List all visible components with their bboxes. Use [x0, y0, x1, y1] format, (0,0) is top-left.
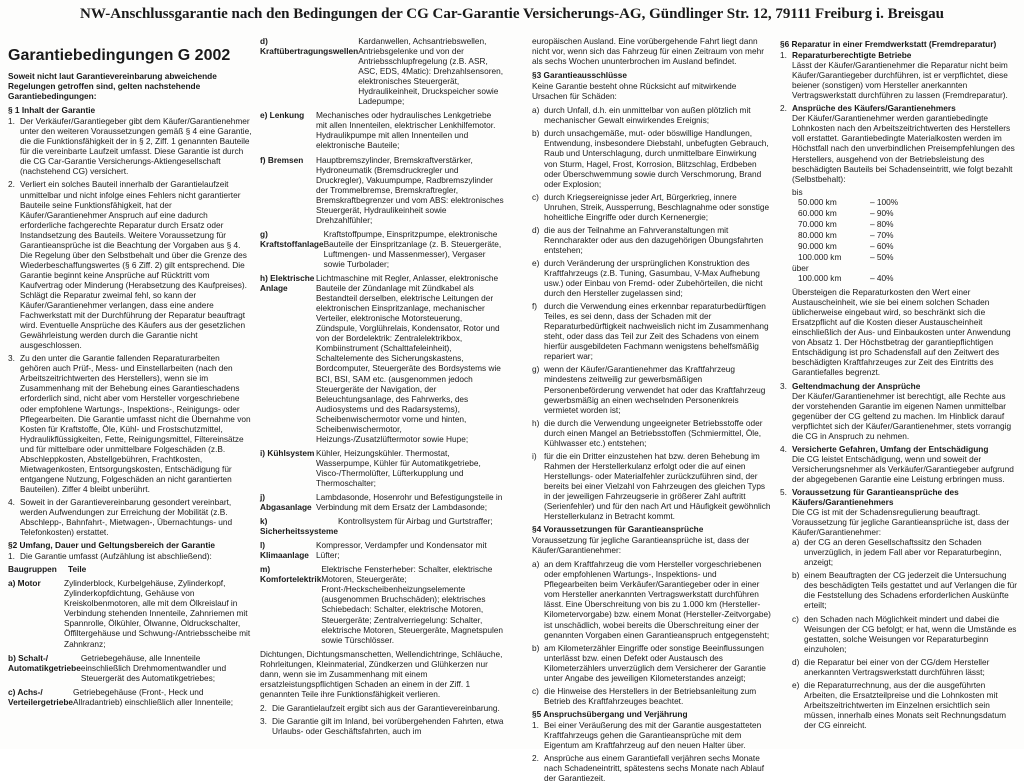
column-1: [8, 36, 252, 749]
part-group: d) Kraftübertragungswellen: [260, 36, 359, 57]
section-5-list: [532, 720, 772, 783]
part-items: Elektrische Fensterheber: Schalter, elektrische Motoren, Steuergeräte; Front-/Heckscheibenheizungselemente (ausgenommen Bruchschäden); elektrisches Schiebedach: Schalter, elektrische Motoren, Steuergeräte; Zentralverriegelung: Schalter, elektrische Motoren, Steuergeräte, Magnetspulen sowie Türschlösser.: [321, 564, 504, 645]
section-6-3: 3. Geltendmachung der Ansprüche Der Käufer/Garantienehmer ist berechtigt, alle Rechte aus der vorstehenden Garantie im eigenen Namen unmittelbar gegenüber der CG geltend zu machen. Im Hinblick darauf verpflichtet sich der Käufer/Garantienehmer, stets vorrangig die CG in Anspruch zu nehmen.: [780, 380, 1012, 441]
section-2-heading: §2 Umfang, Dauer und Geltungsbereich der Garantie: [8, 540, 216, 551]
rates-bis-label: bis: [792, 186, 803, 197]
item-number: i): [532, 450, 537, 461]
part-group: g) Kraftstoffanlage: [260, 228, 324, 249]
section-4-intro: Voraussetzung für jegliche Garantieansprüche ist, dass der Käufer/Garantienehmer:: [532, 535, 750, 556]
section-1-list: [8, 116, 252, 537]
item-text: Die Garantie gilt im Inland, bei vorübergehenden Fahrten, etwa Urlaubs- oder Geschäftsfahrten, auch im: [272, 715, 504, 736]
section-6-2-text: Der Käufer/Garantienehmer werden garantiebedingte Lohnkosten nach den Arbeitszeitrichtwerten des Herstellers voll erstattet. Garantiebedingte Materialkosten werden im Höchstfall nach den unverbindlichen Preisempfehlungen des Herstellers, ausgehend von der Betriebsleistung des beschädigten Bauteils bei Schadenseintritt, wie folgt bezahlt (Selbstbehalt):: [792, 113, 1015, 184]
section-2-list: [260, 703, 504, 736]
section-6-5: 5. Voraussetzung für Garantieansprüche des Käufers/Garantienehmers Die CG ist mit der Schadensregulierung beauftragt. Voraussetzung für jegliche Garantieansprüche ist, dass der Käufer/Garantienehmer: a) der CG an deren Gesellschaftssitz den Schaden unverzüglich, in jedem Fall aber vor Reparaturbeginn, anzeigt; b) einem Beauftragten der CG jederzeit die Untersuchung des beschädigten Teils gestattet und auf Verlangen die für die Feststellung des Schadens erforderlichen Auskünfte erteilt; c) den Schaden nach Möglichkeit mindert und dabei die Weisungen der CG befolgt; er hat, wenn die Umstände es gestatten, solche Weisungen vor Reparaturbeginn einzuholen; d) die Reparatur bei einer von der CG/dem Hersteller anerkannten Vertragswerkstatt durchführen lässt; e) die Reparaturrechnung, aus der die ausgeführten Arbeiten, die Ersatzteilpreise und die Lohnkosten mit Arbeitszeitrichtwerten im Einzelnen ersichtlich sein müssen, innerhalb eines Monats seit Rechnungsdatum der CG einreicht.: [780, 486, 1017, 730]
item-text: einem Beauftragten der CG jederzeit die Untersuchung des beschädigten Teils gestattet und auf Verlangen die für die Feststellung des Schadens erforderlichen Auskünfte erteilt;: [804, 570, 1017, 611]
item-number: e): [792, 679, 800, 690]
part-items: Kompressor, Verdampfer und Kondensator mit Lüfter;: [316, 540, 487, 561]
rate-km: 50.000 km: [798, 196, 837, 207]
deductible-rates: [792, 187, 1018, 283]
item-number: 2.: [8, 179, 15, 190]
rates-list: [792, 197, 1018, 262]
item-text: durch Veränderung der ursprünglichen Konstruktion des Kraftfahrzeugs (z.B. Tuning, Gasumbau, V-Max Aufhebung usw.) oder Einbau von Fremd- oder Zubehörteilen, die nicht durch den Hersteller zugelassen sind;: [544, 257, 763, 299]
rate-percent: – 90%: [870, 207, 894, 218]
item-text: an dem Kraftfahrzeug die vom Hersteller vorgeschriebenen oder empfohlenen Wartungs-, Inspektions- und Pflegearbeiten beim Verkäufer/Garantiegeber oder in einer vom Hersteller anerkannten Vertragswerkstatt durchführen lässt. Eine Überschreitung von bis zu 1.000 km (Hersteller-Kilometervorgabe) bzw. einem Monat (Hersteller-Zeitvorgabe) ist unschädlich, wobei bereits die Überschreitung einer der genannten Vorgaben einen Garantieanspruch entgegensteht;: [544, 559, 771, 640]
item-text: am Kilometerzähler Eingriffe oder sonstige Beeinflussungen unterlässt bzw. einen Defekt oder Austausch des Kilometerzählers unverzüglich dem Versicherer der Garantie unter Angabe des jeweiligen Kilometerstandes anzeigt;: [544, 642, 766, 683]
rate-row: [798, 197, 918, 207]
section-6-1-text: Lässt der Käufer/Garantienehmer die Reparatur nicht beim Käufer/Garantiegeber durchführen, ist er verpflichtet, diese beiener (sonstigen) vom Hersteller anerkannten Vertragswerkstatt durchführen zu lassen (Fremdreparatur).: [792, 60, 1008, 101]
item-number: f): [532, 301, 538, 312]
item-number: c): [532, 191, 539, 202]
item-number: a): [792, 537, 800, 548]
item-number: d): [792, 656, 800, 667]
list-item: [532, 559, 772, 639]
section-1-heading: § 1 Inhalt der Garantie: [8, 105, 96, 116]
item-text: durch die Verwendung eines erkennbar reparaturbedürftigen Teiles, es sei denn, dass der Schaden mit der Reparaturbedürftigkeit nachweislich nicht im Zusammenhang steht, oder dass das Teil zur Zeit des Schadens von einem hierfür ausgebildeten Fachmann wenigstens behelfsmäßig repariert war;: [544, 301, 769, 362]
section-6-1-heading: Reparaturberechtigte Betriebe: [792, 50, 912, 61]
list-item: [532, 301, 772, 361]
rate-percent: – 70%: [870, 229, 894, 240]
parts-row: [260, 564, 504, 644]
item-number: 1.: [8, 116, 15, 127]
parts-list-2: [260, 36, 504, 645]
column-2: [260, 36, 504, 749]
parts-row: [260, 540, 504, 560]
item-text: Verliert ein solches Bauteil innerhalb der Garantielaufzeit unmittelbar und nicht infolge eines Fehlers nicht garantierter Bauteile seine Funktionsfähigkeit, hat der Käufer/Garantienehmer Anspruch auf eine dadurch erforderliche fachgerechte Reparatur durch Ersatz oder Instandsetzung des Bauteils. Weitere Voraussetzung für Garantieansprüche ist die Beachtung der Vorgaben aus § 4. Die Regelung über den Selbstbehalt und über die Grenze des Wiederbeschaffungswertes (§ 6 Ziff. 2) gilt entsprechend. Die Garantie beginnt keine Ansprüche auf Rücktritt vom Kaufvertrag oder Minderung (Herabsetzung des Kaufpreises). Schlägt die Reparatur zweimal fehl, so kann der Käufer/Garantienehmer verlangen, dass eine andere Fachwerkstatt mit der Durchführung der Reparatur beauftragt wird. Eventuelle Ansprüche des Käufers aus der gesetzlichen Gewährleistung werden durch die Garantie nicht ausgeschlossen.: [20, 179, 247, 351]
section-6-4: 4. Versicherte Gefahren, Umfang der Entschädigung Die CG leistet Entschädigung, wenn und soweit der Versicherungsnehmer als Verkäufer/Garantiegeber aufgrund der abgegebenen Garantie eine Leistung erbringen muss.: [780, 443, 1014, 484]
parts-row: [260, 155, 504, 225]
list-item: [532, 720, 772, 750]
item-text: für die ein Dritter einzustehen hat bzw. deren Behebung im Rahmen der Herstellerkulanz erfolgt oder die auf einen Herstellungs- oder Materialfehler zurückzuführen sind, der bereits bei einer Vielzahl von Fahrzeugen des gleichen Typs in der jeweiligen Fahrzeugserie in größerer Zahl auftritt (Serienfehler) und für den nach Art und Häufigkeit gewöhnlich Herstellerkulanz in Betracht kommt.: [544, 450, 771, 522]
item-text: die Reparatur bei einer von der CG/dem Hersteller anerkannten Vertragswerkstatt durchführen lässt;: [804, 656, 990, 677]
section-2-item-1: 1. Die Garantie umfasst (Aufzählung ist abschließend):: [8, 551, 212, 562]
list-item: [532, 192, 772, 222]
list-item: [8, 116, 252, 176]
item-text: die durch die Verwendung ungeeigneter Betriebsstoffe oder durch einen Mangel an Betriebsstoffen (Schmiermittel, Öle, Kühlwasser etc.) entstehen;: [544, 417, 763, 448]
section-5-heading: §5 Anspruchsübergang und Verjährung: [532, 708, 688, 719]
part-items: Lambdasonde, Hosenrohr und Befestigungsteile in Verbindung mit dem Ersatz der Lambdasonde;: [316, 492, 503, 513]
rate-km: 100.000 km: [798, 251, 842, 262]
item-number: 3.: [8, 353, 15, 364]
parts-row: [260, 516, 504, 536]
item-number: h): [532, 417, 540, 428]
section-6-heading: §6 Reparatur in einer Fremdwerkstatt (Fremdreparatur): [780, 39, 997, 49]
part-group: m) Komfortelektrik: [260, 564, 322, 585]
rate-percent: – 60%: [870, 240, 894, 251]
list-item: [532, 225, 772, 255]
item-text: der CG an deren Gesellschaftssitz den Schaden unverzüglich, in jedem Fall aber vor Reparaturbeginn, anzeigt;: [804, 537, 1002, 568]
item-number: 4.: [8, 496, 15, 507]
item-number: e): [532, 257, 540, 268]
item-text: die aus der Teilnahme an Fahrveranstaltungen mit Renncharakter oder aus den dazugehörigen Übungsfahrten entstehen;: [544, 224, 764, 255]
column-3: [532, 36, 772, 783]
section-4-heading: §4 Voraussetzungen für Garantieansprüche: [532, 524, 704, 535]
part-group: b) Schalt-/ Automatikgetriebe: [8, 652, 81, 673]
document-header: NW-Anschlussgarantie nach den Bedingungen der CG Car-Garantie Versicherungs-AG, Gündlinger Str. 12, 79111 Freiburg i. Breisgau: [80, 6, 944, 22]
document-title: Garantiebedingungen G 2002: [8, 47, 231, 64]
item-text: Soweit in der Garantievereinbarung gesondert vereinbart, werden Aufwendungen zur Erreichung der Mobilität (z.B. Abschlepp-, Bahnfahrt-, Mietwagen-, Übernachtungs- und Telefonkosten) erstattet.: [20, 496, 233, 538]
parts-row: [260, 273, 504, 444]
part-items: Lichtmaschine mit Regler, Anlasser, elektronische Bauteile der Zündanlage mit Zündkabel als Bestandteil derselben, elektrische Leitungen der elektronischen Einspritzanlage, mechanischer Verteiler, elektronische Motorsteuerung, Zündspule, Vorglührelais, Kondensator, Rotor und von der Bordelektrik: Zentralelektrikbox, Kombiinstrument (Schalttafeleinheit), Schaltelemente des Sicherungskastens, Bordcomputer, Steuergeräte des Bordsystems wie BCI, BSI, SAM etc. (ausgenommen jedoch Steuergeräte der Navigation, der Beleuchtungsanlage, des Fahrwerks, des Audiosystems und des Radarsystems), Scheibenwischermotor vorne und hinten, Scheibenwischermotor, Heizungs-/Zusatzlüftermotor sowie Hupe;: [316, 273, 501, 444]
list-item: [8, 179, 252, 350]
section-6-2-text-2: Übersteigen die Reparaturkosten den Wert einer Austauscheinheit, wie sie bei einem solchen Schaden üblicherweise eingebaut wird, so beschränkt sich die Ersatzpflicht auf die Kosten dieser Austauscheinheit einschließlich der Aus- und Einbaukosten unter Anwendung von Absatz 1. Der Höchstbetrag der garantiepflichtigen Entschädigung ist pro Schadensfall auf den Zeitwert des beschädigten Kraftfahrzeuges zur Zeit des Eintritts des Garantiefalles begrenzt.: [792, 287, 1011, 378]
section-6-5-text: Die CG ist mit der Schadensregulierung beauftragt. Voraussetzung für jegliche Garantieansprüche ist, dass der Käufer/Garantienehmer:: [792, 507, 1010, 538]
section-6-2: 2. Ansprüche des Käufers/Garantienehmers Der Käufer/Garantienehmer werden garantiebedingte Lohnkosten nach den Arbeitszeitrichtwerten des Herstellers voll erstattet. Garantiebedingte Materialkosten werden im Höchstfall nach den unverbindlichen Preisempfehlungen des Herstellers, ausgehend von der Betriebsleistung des beschädigten Bauteils bei Schadenseintritt, wie folgt bezahlt (Selbstbehalt): bis 50.000 km – 100% 60.000 km – 90% 70.000 km – 80% 80.000 km – 70% 90.000 km – 60% 100.000 km – 50% über 100.000 km – 40% Übersteigen die Reparaturkosten den Wert einer Austauscheinheit, wie sie bei einem solchen Schaden üblicherweise eingebaut wird, so beschränkt sich die Ersatzpflicht auf die Kosten dieser Austauscheinheit einschließlich der Aus- und Einbaukosten unter Anwendung von Absatz 1. Der Höchstbetrag der garantiepflichtigen Entschädigung ist pro Schadensfall auf den Zeitwert des beschädigten Kraftfahrzeuges zur Zeit des Eintritts des Garantiefalles begrenzt.: [780, 103, 1018, 377]
section-6-5-heading: Voraussetzung für Garantieansprüche des Käufers/Garantienehmers: [792, 486, 959, 508]
item-number: g): [532, 364, 540, 375]
parts-row: [260, 448, 504, 488]
section-6-4-heading: Versicherte Gefahren, Umfang der Entschädigung: [792, 443, 989, 454]
rate-percent: – 100%: [870, 196, 899, 207]
part-group: i) Kühlsystem: [260, 447, 315, 458]
parts-closing-text: Dichtungen, Dichtungsmanschetten, Wellendichtringe, Schläuche, Rohrleitungen, Kleinmaterial, Zündkerzen und Glühkerzen nur dann, wenn sie im Zusammenhang mit einem ersatzleistungspflichtigen Schaden an einem in der Ziff. 1 genannten Teile ihre Funktionsfähigkeit verlieren.: [260, 648, 503, 699]
section-6-1: 1. Reparaturberechtigte Betriebe Lässt der Käufer/Garantienehmer die Reparatur nicht beim Käufer/Garantiegeber durchführen, ist er verpflichtet, diese beiener (sonstigen) vom Hersteller anerkannten Vertragswerkstatt durchführen zu lassen (Fremdreparatur).: [780, 50, 1008, 101]
list-item: [792, 570, 1018, 610]
parts-row: [260, 229, 504, 269]
item-number: b): [792, 570, 800, 581]
item-text: durch Kriegsereignisse jeder Art, Bürgerkrieg, innere Unruhen, Streik, Aussperrung, Beschlagnahme oder sonstige hoheitliche Eingriffe oder durch Kernenergie;: [544, 191, 770, 222]
rate-km: 70.000 km: [798, 218, 837, 229]
parts-table-header: [8, 564, 252, 574]
part-group: l) Klimaanlage: [260, 540, 309, 561]
part-group: c) Achs-/ Verteilergetriebe: [8, 686, 74, 707]
list-item: [8, 353, 252, 494]
item-number: 3.: [260, 715, 267, 726]
section-6-3-text: Der Käufer/Garantienehmer ist berechtigt, alle Rechte aus der vorstehenden Garantie im eigenen Namen unmittelbar gegenüber der CG geltend zu machen. Im Hinblick darauf verpflichtet sich der Käufer/Garantienehmer, stets vorrangig die CG in Anspruch zu nehmen.: [792, 390, 1012, 441]
part-items: Kontrollsystem für Airbag und Gurtstraffer;: [337, 516, 493, 527]
list-item: [532, 753, 772, 783]
table-header-teile: Teile: [68, 564, 87, 575]
item-text: Die Garantielaufzeit ergibt sich aus der Garantievereinbarung.: [272, 702, 500, 713]
list-item: [792, 614, 1018, 654]
part-group: h) Elektrische Anlage: [260, 273, 315, 294]
rate-row: [798, 219, 918, 229]
part-items: Getriebegehäuse (Front-, Heck und Allradantrieb) einschließlich aller Innenteile;: [73, 686, 234, 707]
list-item: [532, 364, 772, 414]
section-6-2-heading: Ansprüche des Käufers/Garantienehmers: [792, 103, 956, 114]
part-items: Kardanwellen, Achsantriebswellen, Antriebsgelenke und von der Antriebsschlupfregelung (z.B. ASR, ASC, EDS, 4Matic): Drehzahlsensoren, elektronisches Steuergerät, Hydraulikeinheit, Druckspeicher sowie Ladepumpe;: [358, 36, 503, 107]
list-item: [532, 643, 772, 683]
section-4-list: [532, 559, 772, 706]
list-item: [792, 657, 1018, 677]
column-4: [780, 36, 1018, 749]
item-text: Zu den unter die Garantie fallenden Reparaturarbeiten gehören auch Prüf-, Mess- und Einstellarbeiten (nach den Arbeitszeitrichtwerten des Herstellers), wenn sie im Zusammenhang mit der Behebung eines Garantieschadens erforderlich sind, nicht aber vom Hersteller vorgeschriebene oder empfohlene Wartungs-, Inspektions-, Reinigungs- oder Pflegearbeiten. Die Garantie umfasst nicht die Übernahme von Kosten für Kraftstoffe, Öle, Kühl- und Frostschutzmittel, Hydraulikflüssigkeiten, Fette, Reinigungsmittel, Filtereinsätze und für mittelbare oder unmittelbare Folgeschäden (z.B. Abschleppkosten, Abstellgebühren, Frachtkosten, Mietwagenkosten, Entsorgungskosten, Entschädigung für entgangene Nutzung, Folgeschäden an nicht garantierten Bauteilen). Ziffer 4 bleibt unberührt.: [20, 353, 251, 494]
part-group: a) Motor: [8, 578, 41, 589]
rate-km: 60.000 km: [798, 207, 837, 218]
item-text: den Schaden nach Möglichkeit mindert und dabei die Weisungen der CG befolgt; er hat, wenn die Umstände es gestatten, solche Weisungen vor Reparaturbeginn einzuholen;: [804, 613, 1017, 654]
item-number: a): [532, 105, 540, 116]
list-item: [532, 258, 772, 298]
parts-row: [260, 110, 504, 150]
rate-percent: – 50%: [870, 251, 894, 262]
list-item: [532, 128, 772, 188]
parts-row: [260, 492, 504, 512]
part-items: Getriebegehäuse, alle Innenteile einschließlich Drehmomentwandler und Steuergerät des Automatikgetriebes;: [80, 652, 227, 683]
list-item: [532, 418, 772, 448]
table-header-baugruppen: Baugruppen: [8, 564, 57, 575]
item-text: die Hinweise des Herstellers in der Betriebsanleitung zum Betrieb des Kraftfahrzeuges beachtet.: [544, 685, 757, 706]
item-text: die Reparaturrechnung, aus der die ausgeführten Arbeiten, die Ersatzteilpreise und die Lohnkosten mit Arbeitszeitrichtwerten im Einzelnen ersichtlich sein müssen, innerhalb eines Monats seit Rechnungsdatum der CG einreicht.: [804, 679, 1007, 730]
list-item: [792, 680, 1018, 730]
item-number: 2.: [260, 702, 267, 713]
list-item: [8, 497, 252, 537]
parts-row: [8, 578, 252, 648]
rate-row: [798, 252, 918, 262]
list-item: [260, 703, 504, 713]
item-number: c): [532, 685, 539, 696]
rate-km: 90.000 km: [798, 240, 837, 251]
item-number: a): [532, 559, 540, 570]
section-3-list: [532, 105, 772, 521]
part-items: Kühler, Heizungskühler. Thermostat, Wasserpumpe, Kühler für Automatikgetriebe, Visco-/Thermolüfter, Lüfterkupplung und Thermoschalter;: [316, 447, 481, 488]
item-text: Bei einer Veräußerung des mit der Garantie ausgestatteten Kraftfahrzeugs gehen die Garantieansprüche mit dem Eigentum am Kraftfahrzeug auf den neuen Halter über.: [544, 719, 762, 751]
part-items: Mechanisches oder hydraulisches Lenkgetriebe mit allen Innenteilen, elektrischer Lenkhilfemotor. Hydraulikpumpe mit allen Innenteilen und elektronische Bauteile;: [316, 110, 496, 151]
rate-km: 80.000 km: [798, 229, 837, 240]
item-number: c): [792, 613, 799, 624]
part-items: Zylinderblock, Kurbelgehäuse, Zylinderkopf, Zylinderkopfdichtung, Gehäuse von Kreiskolbenmotoren, alle mit dem Ölkreislauf in Verbindung stehenden Innenteile, Zahnriemen mit Spannrolle, Ölkühler, Ölwanne, Öldruckschalter, Öffiltergehäuse und Schwung-/Antriebsscheibe mit Zahnkranz;: [64, 578, 251, 649]
section-3-intro: Keine Garantie besteht ohne Rücksicht auf mitwirkende Ursachen für Schäden:: [532, 81, 737, 102]
part-group: f) Bremsen: [260, 154, 304, 165]
item-number: 1.: [532, 719, 539, 730]
part-items: Hauptbremszylinder, Bremskraftverstärker, Hydroneumatik (Bremsdruckregler und Druckregler), Vakuumpumpe, Radbremszylinder der Trommelbremse, Bremskraftregler, Bremskraftbegrenzer und vom ABS: elektronisches Steuergerät, Hydraulikeinheit sowie Drehzahlfühler;: [316, 154, 504, 225]
parts-row: [8, 687, 252, 707]
rate-row: [798, 230, 918, 240]
section-2-continuation: europäischen Ausland. Eine vorübergehende Fahrt liegt dann nicht vor, wenn sich das Fahrzeug für einen Zeitraum von mehr als sechs Wochen ununterbrochen im Ausland befindet.: [532, 36, 764, 67]
part-group: j) Abgasanlage: [260, 492, 312, 513]
rate-percent: – 80%: [870, 218, 894, 229]
item-text: durch unsachgemäße, mut- oder böswillige Handlungen, Entwendung, insbesondere Diebstahl, unbefugten Gebrauch, Raub und Unterschlagung, durch unmittelbare Einwirkung von Sturm, Hagel, Frost, Korrosion, Blitzschlag, Erdbeben oder Überschwemmung sowie durch Verschmorung, Brand oder Explosion;: [544, 128, 769, 189]
part-items: Kraftstoffpumpe, Einspritzpumpe, elektronische Bauteile der Einspritzanlage (z. B. Steuergeräte, Luftmengen- und Massenmesser), Vergaser sowie Turbolader;: [323, 228, 502, 269]
intro-text: Soweit nicht laut Garantievereinbarung abweichende Regelungen getroffen sind, gelten nachstehende Garantiebedingungen:: [8, 71, 217, 102]
item-text: Der Verkäufer/Garantiegeber gibt dem Käufer/Garantienehmer unter den weiteren Voraussetzungen gemäß § 4 eine Garantie, die die Funktionsfähigkeit der in § 2, Ziff. 1 genannten Bauteile für die vereinbarte Laufzeit umfasst. Diese Garantie ist durch die CG Car-Garantie Versicherungs-Aktiengesellschaft (nachstehend CG) versichert.: [20, 116, 252, 177]
rate-row: [798, 241, 918, 251]
item-number: d): [532, 224, 540, 235]
rates-ueber-label: über: [792, 262, 809, 273]
item-number: b): [532, 642, 540, 653]
list-item: [532, 105, 772, 125]
section-6-4-text: Die CG leistet Entschädigung, wenn und soweit der Versicherungsnehmer als Verkäufer/Garantiegeber aufgrund der abgegebenen Garantie eine Leistung erbringen muss.: [792, 453, 1014, 484]
item-text: durch Unfall, d.h. ein unmittelbar von außen plötzlich mit mechanischer Gewalt einwirkendes Ereignis;: [544, 105, 751, 126]
part-group: e) Lenkung: [260, 110, 305, 121]
parts-row: [260, 36, 504, 106]
part-group: k) Sicherheitssysteme: [260, 516, 338, 537]
item-number: b): [532, 128, 540, 139]
item-text: Ansprüche aus einem Garantiefall verjähren sechs Monate nach Schadeneintritt, spätestens sechs Monate nach Ablauf der Garantiezeit.: [544, 753, 765, 783]
section-3-heading: §3 Garantieausschlüsse: [532, 70, 628, 81]
section-6-5-list: [792, 537, 1018, 730]
parts-list-1: [8, 578, 252, 707]
rate-row-last: 100.000 km – 40%: [798, 273, 894, 284]
item-number: 2.: [532, 753, 539, 764]
section-6-3-heading: Geltendmachung der Ansprüche: [792, 380, 921, 391]
list-item: [792, 537, 1018, 567]
rate-row: [798, 208, 918, 218]
list-item: [260, 716, 504, 736]
list-item: [532, 451, 772, 521]
list-item: [532, 686, 772, 706]
parts-row: [8, 653, 252, 683]
item-text: wenn der Käufer/Garantienehmer das Kraftfahrzeug mindestens zeitweilig zur gewerbsmäßigen Personenbeförderung verwendet hat oder das Kraftfahrzeug gewerbsmäßig an einen wechselnden Personenkreis vermietet worden ist;: [544, 364, 766, 415]
